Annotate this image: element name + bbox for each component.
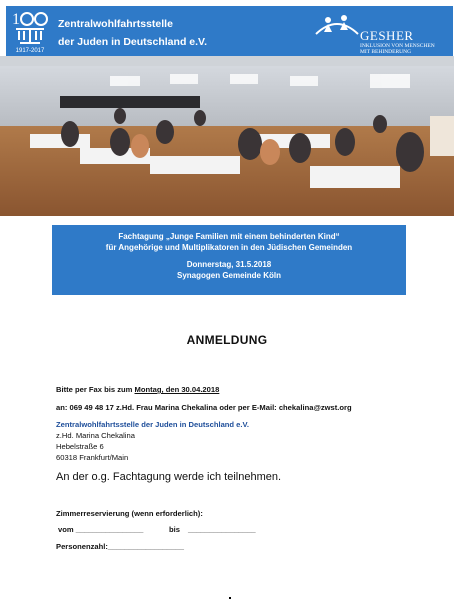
page-dot — [229, 597, 231, 599]
participation-statement: An der o.g. Fachtagung werde ich teilnehmen. — [56, 471, 282, 483]
gesher-name: GESHER — [360, 28, 414, 43]
gesher-subtitle-line1: INKLUSION VON MENSCHEN — [360, 43, 435, 49]
zwst-logo — [10, 10, 50, 54]
address-org: Zentralwohlfahrtsstelle der Juden in Deutschland e.V. — [56, 420, 249, 429]
address-attn: z.Hd. Marina Chekalina — [56, 431, 135, 440]
event-date: Donnerstag, 31.5.2018 — [186, 260, 272, 269]
org-name-line2: der Juden in Deutschland e.V. — [58, 36, 207, 48]
to-label: bis — [169, 525, 180, 534]
form-title: ANMELDUNG — [186, 333, 268, 347]
fax-instruction — [56, 385, 219, 394]
event-audience: für Angehörige und Multiplikatoren in den Jüdischen Gemeinden — [105, 243, 353, 252]
event-venue: Synagogen Gemeinde Köln — [176, 271, 281, 280]
fax-deadline: Montag, den 30.04.2018 — [134, 385, 220, 394]
event-banner — [52, 225, 406, 295]
org-name — [58, 15, 207, 51]
gesher-subtitle — [360, 43, 440, 55]
gesher-subtitle-line2: MIT BEHINDERUNG — [360, 49, 412, 55]
from-field[interactable]: vom ________________ — [58, 525, 144, 534]
persons-field[interactable]: Personenzahl:__________________ — [56, 542, 184, 551]
menorah-icon — [10, 10, 50, 46]
svg-text:1: 1 — [12, 11, 20, 28]
logo-years: 1917-2017 — [15, 48, 45, 54]
address-city: 60318 Frankfurt/Main — [56, 453, 129, 462]
gesher-figures-icon — [314, 12, 360, 42]
to-field[interactable]: ________________ — [188, 525, 256, 534]
conference-photo — [0, 56, 454, 216]
room-heading: Zimmerreservierung (wenn erforderlich): — [56, 509, 203, 518]
address-street: Hebelstraße 6 — [56, 442, 104, 451]
fax-prefix: Bitte per Fax bis zum — [56, 385, 135, 394]
contact-line: an: 069 49 48 17 z.Hd. Frau Marina Chekalina oder per E-Mail: chekalina@zwst.org — [56, 403, 352, 412]
org-name-line1: Zentralwohlfahrtsstelle — [58, 18, 173, 30]
header-banner — [6, 6, 453, 56]
gesher-logo — [314, 10, 434, 54]
event-title: Fachtagung „Junge Familien mit einem behinderten Kind“ — [118, 232, 340, 241]
